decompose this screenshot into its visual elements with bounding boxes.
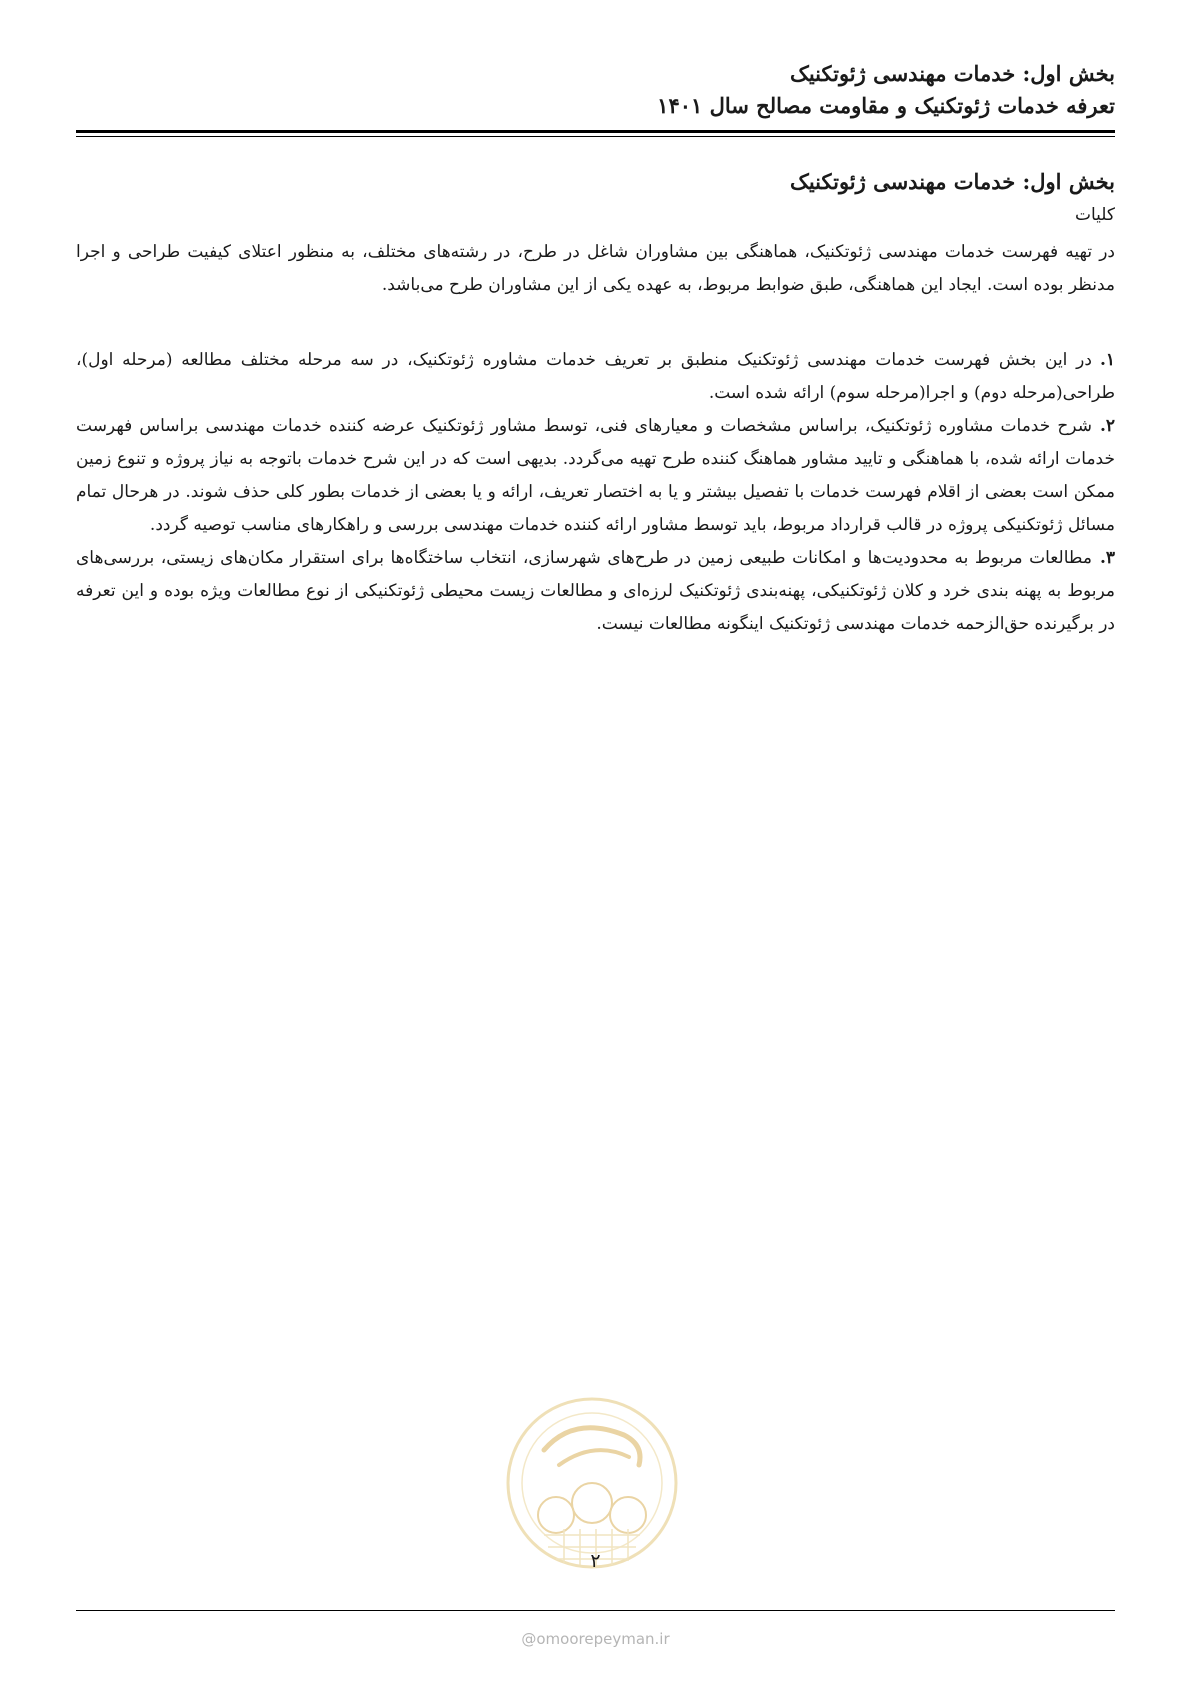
watermark-logo — [504, 1395, 680, 1571]
item-text: شرح خدمات مشاوره ژئوتکنیک، براساس مشخصات و معیارهای فنی، توسط مشاور ژئوتکنیک عرضه کننده خدمات مهندسی براساس فهرست خدمات ارائه شده، با هماهنگی و تایید مشاور هماهنگ کننده طرح تهیه می‌گردد. بدیهی است که در این شرح خدمات باتوجه به نیاز پروژه و تنوع زمین ممکن است بعضی از اقلام فهرست خدمات با تفصیل بیشتر و یا به اختصار تعریف، ارائه و یا بعضی از خدمات بطور کلی حذف شوند. در هرحال تمام مسائل ژئوتکنیکی پروژه در قالب قرارداد مربوط، باید توسط مشاور ارائه کننده خدمات مهندسی بررسی و راهکارهای مناسب توصیه گردد. — [76, 416, 1116, 535]
header-section-title: بخش اول: خدمات مهندسی ژئوتکنیک — [790, 61, 1115, 86]
item-number: ۱. — [1099, 350, 1115, 370]
item-text: در این بخش فهرست خدمات مهندسی ژئوتکنیک منطبق بر تعریف خدمات مشاوره ژئوتکنیک، در سه مرحله مختلف مطالعه (مرحله اول)، طراحی(مرحله دوم) و اجرا(مرحله سوم) ارائه شده است. — [76, 350, 1115, 403]
numbered-item-2 — [76, 410, 1115, 542]
section-title: بخش اول: خدمات مهندسی ژئوتکنیک — [790, 169, 1115, 194]
header-divider-thick — [76, 130, 1115, 133]
section-subheading: کلیات — [1074, 205, 1115, 225]
item-text: مطالعات مربوط به محدودیت‌ها و امکانات طبیعی زمین در طرح‌های شهرسازی، انتخاب ساختگاه‌ها برای استقرار مکان‌های زیستی، بررسی‌های مربوط به پهنه بندی خرد و کلان ژئوتکنیکی، پهنه‌بندی ژئوتکنیک لرزه‌ای و مطالعات زیست محیطی ژئوتکنیکی از نوع مطالعات ویژه بوده و این تعرفه در برگیرنده حق‌الزحمه خدمات مهندسی ژئوتکنیک اینگونه مطالعات نیست. — [76, 548, 1115, 634]
header-divider-thin — [76, 136, 1115, 137]
numbered-item-3 — [76, 542, 1115, 641]
numbered-item-1 — [76, 344, 1115, 410]
header-document-title: تعرفه خدمات ژئوتکنیک و مقاومت مصالح سال ۱۴۰۱ — [657, 93, 1115, 118]
intro-paragraph: در تهیه فهرست خدمات مهندسی ژئوتکنیک، هماهنگی بین مشاوران شاغل در طرح، در رشته‌های مختلف، به منظور اعتلای کیفیت طراحی و اجرا مدنظر بوده است. ایجاد این هماهنگی، طبق ضوابط مربوط، به عهده یکی از این مشاوران طرح می‌باشد. — [76, 242, 1115, 295]
footer-divider — [76, 1610, 1115, 1611]
item-number: ۳. — [1099, 548, 1115, 568]
page-header — [76, 58, 1115, 122]
item-number: ۲. — [1099, 416, 1115, 436]
page-number: ۲ — [590, 1550, 601, 1572]
watermark-url: @omoorepeyman.ir — [521, 1630, 670, 1648]
page-content — [76, 165, 1115, 641]
